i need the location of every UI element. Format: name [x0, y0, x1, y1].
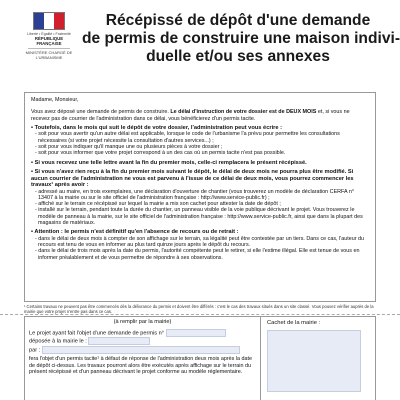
- list-item: - soit pour vous informer que votre projet correspond à un des cas où un permis tacite n'est pas possible.: [35, 150, 286, 157]
- section-head: • Si vous n'avez rien reçu à la fin du premier mois suivant le dépôt, le délai de deux mois ne pourra plus être modifié. Si aucun courrier de l'administration ne vous est parvenu à l'issue de ce délai de deux mois, vous pourrez commencer les travaux¹ après avoir :: [31, 169, 354, 189]
- logo-ministry: MINISTÈRE CHARGÉ DE L'URBANISME: [25, 50, 73, 61]
- permit-number-row: [29, 329, 256, 337]
- ministry-logo: [22, 12, 76, 70]
- footnote: ¹ Certains travaux ne peuvent pas être commencés dès la délivrance du permis et doivent être différés : c'est le cas des travaux situés dans un site classé. Vous pouvez vérifier auprès de la mairie que votre projet n'entre pas dans ce cas.: [24, 304, 374, 315]
- notice-box: [24, 92, 376, 302]
- stamp-area: [260, 317, 377, 400]
- applicant-label: par :: [29, 347, 41, 354]
- receipt-form: [24, 316, 376, 400]
- deposit-date-field[interactable]: [88, 337, 150, 345]
- logo-republic: RÉPUBLIQUE FRANÇAISE: [34, 36, 64, 47]
- intro-text-b: Le délai d'instruction de votre dossier est de DEUX MOIS: [170, 109, 317, 116]
- title-line-1: Récépissé de dépôt d'une demande: [105, 12, 371, 29]
- intro-text-c: et, si vous ne recevez pas de courrier de l'administration dans ce délai, vous bénéficierez d'un permis tacite.: [31, 109, 350, 122]
- section-lettre: [31, 160, 369, 167]
- mairie-hint: (à remplir par la mairie): [113, 319, 172, 325]
- deposit-date-row: [29, 337, 256, 345]
- deposit-date-label: déposée à la mairie le :: [29, 338, 87, 345]
- applicant-field[interactable]: [42, 346, 240, 354]
- list-item: - dans le délai de trois mois après la date du permis, l'autorité compétente peut le retirer, si elle l'estime illégal. Elle est tenue de vous en informer préalablement et de vous permettre de répondre à ses observations.: [35, 248, 360, 261]
- list-item: - soit pour vous avertir qu'un autre délai est applicable, lorsque le code de l'urbanisme l'a prévu pour permettre les consultations nécessaires (si votre projet nécessite la consultation d'autres services...) ;: [35, 131, 340, 144]
- list-item: - affiché sur le terrain ce récépissé sur lequel la mairie a mis son cachet pour attester la date de dépôt ;: [35, 201, 281, 208]
- receipt-form-fields: [25, 317, 260, 400]
- section-toutefois: [31, 125, 369, 157]
- section-travaux: [31, 169, 369, 226]
- list-item: - dans le délai de deux mois à compter de son affichage sur le terrain, sa légalité peut être contestée par un tiers. Dans ce cas, l'auteur du recours est tenu de vous en informer au plus tard quinze jours après le dépôt du recours.: [35, 235, 365, 249]
- section-head: • Toutefois, dans le mois qui suit le dépôt de votre dossier, l'administration peut vous écrire :: [31, 124, 283, 131]
- permit-number-field[interactable]: [166, 329, 226, 337]
- list-item: - installé sur le terrain, pendant toute la durée du chantier, un panneau visible de la voie publique décrivant le projet. Vous trouverez le modèle de panneau à la mairie, sur le site officiel de l'administration française : http://www.service-public.fr, ainsi que dans la plupart des magasins de matériaux.: [35, 207, 363, 227]
- receipt-paragraph: fera l'objet d'un permis tacite¹ à défaut de réponse de l'administration deux mois après la date de dépôt ci-dessus. Les travaux pourront alors être exécutés après affichage sur le terrain du présent récépissé et d'un panneau décrivant le projet conforme au modèle réglementaire.: [29, 356, 253, 376]
- stamp-label: Cachet de la mairie :: [267, 320, 321, 326]
- section-head: • Si vous recevez une telle lettre avant la fin du premier mois, celle-ci remplacera le présent récépissé.: [31, 159, 307, 166]
- list-item: - adressé au maire, en trois exemplaires, une déclaration d'ouverture de chantier (vous trouverez un modèle de déclaration CERFA n° 13407 à la mairie ou sur le site officiel de l'administration française : http://www.service-public.fr) ;: [35, 188, 355, 201]
- greeting: Madame, Monsieur,: [31, 97, 79, 103]
- cut-line: [0, 314, 400, 315]
- section-attention: [31, 229, 369, 261]
- intro-text-a: Vous avez déposé une demande de permis de construire.: [31, 109, 171, 116]
- logo-motto: Liberté • Égalité • Fraternité: [27, 32, 71, 36]
- title-line-3: duelle et/ou ses annexes: [146, 48, 330, 65]
- list-item: - soit pour vous indiquer qu'il manque une ou plusieurs pièces à votre dossier ;: [35, 143, 223, 150]
- section-head: • Attention : le permis n'est définitif qu'en l'absence de recours ou de retrait :: [31, 229, 239, 236]
- stamp-field[interactable]: [267, 330, 361, 392]
- title-line-2: de permis de construire une maison indivi-: [82, 30, 400, 47]
- applicant-row: [29, 346, 256, 354]
- document-title: [82, 12, 400, 66]
- intro-paragraph: [31, 109, 369, 122]
- permit-number-label: Le projet ayant fait l'objet d'une demande de permis n°: [29, 330, 164, 337]
- french-flag-icon: [33, 12, 65, 30]
